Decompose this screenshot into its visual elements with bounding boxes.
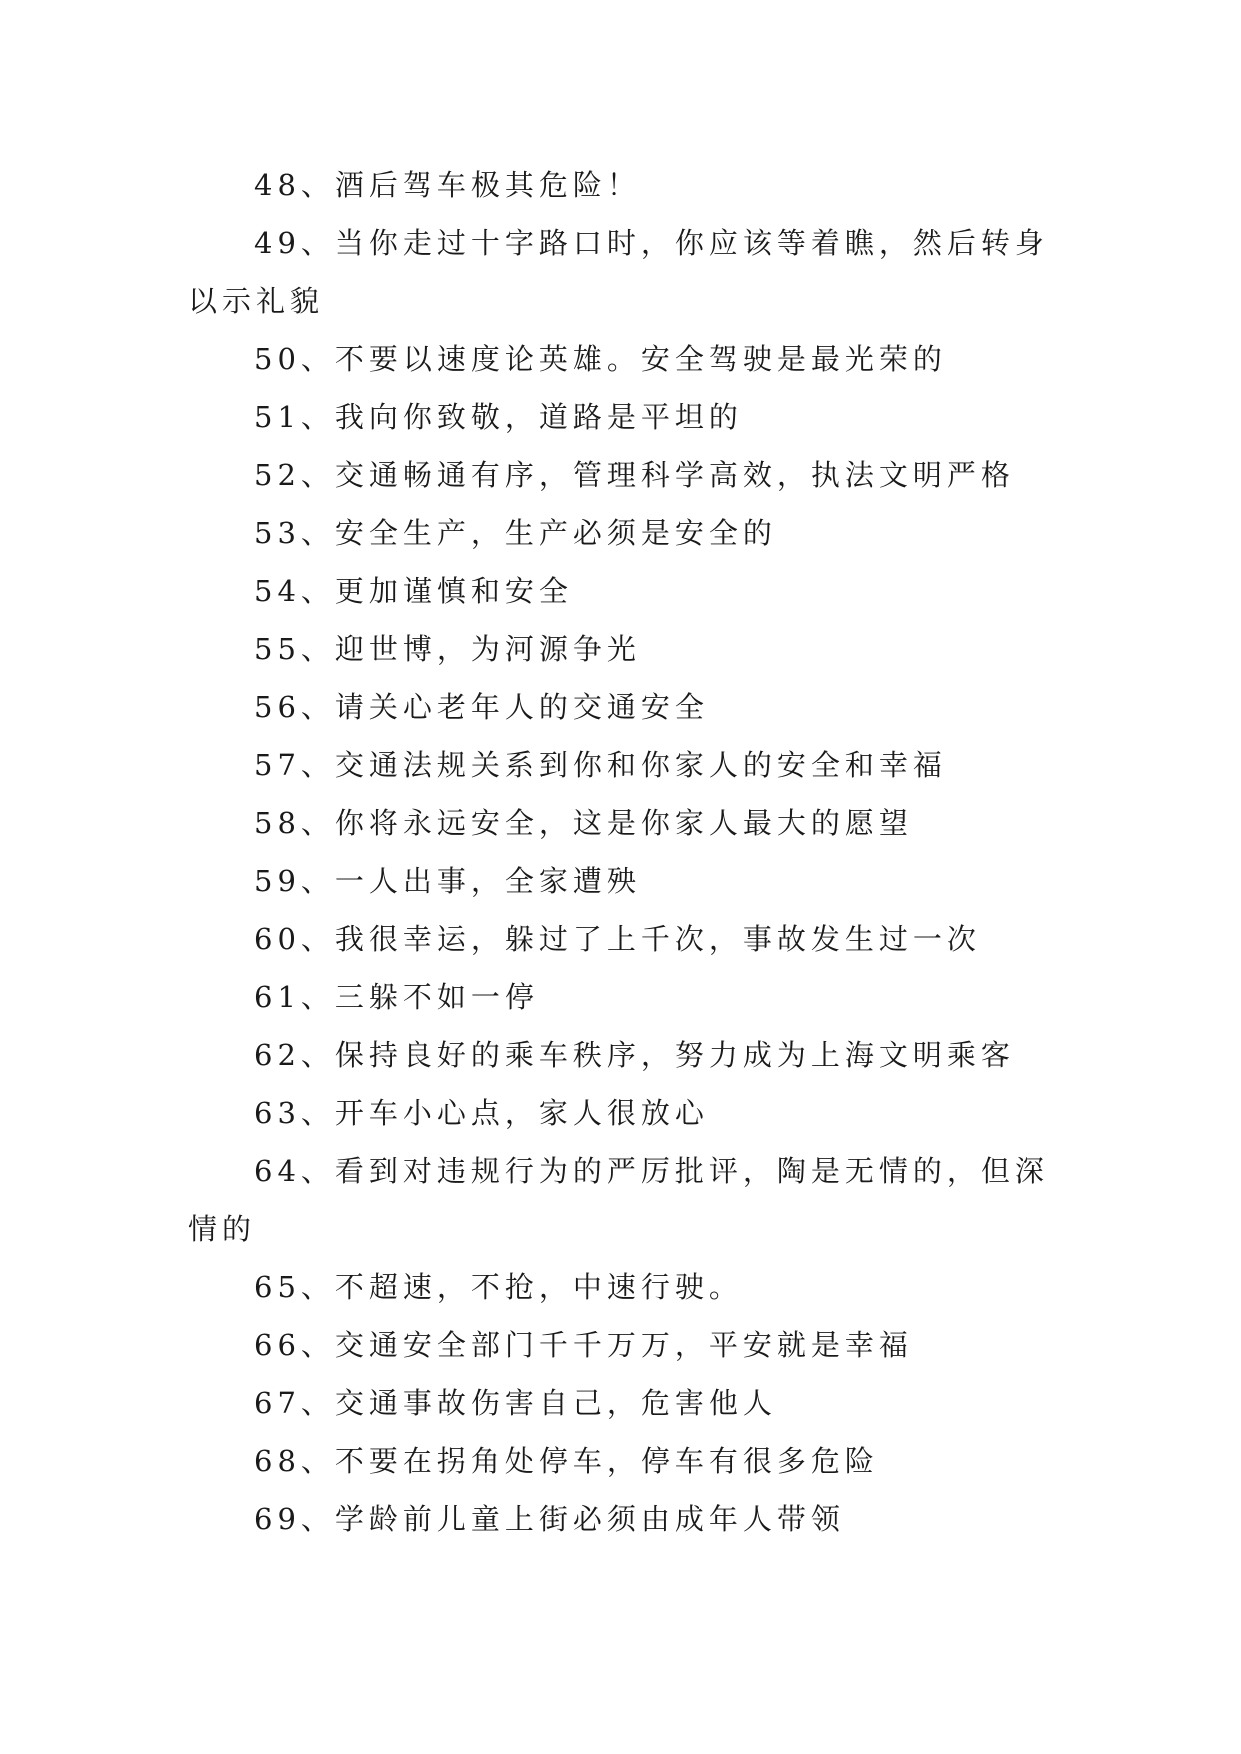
list-item: 62、保持良好的乘车秩序，努力成为上海文明乘客	[254, 1038, 1015, 1072]
list-item: 64、看到对违规行为的严厉批评，陶是无情的，但深情的	[188, 1154, 1049, 1246]
list-item: 61、三躲不如一停	[254, 980, 539, 1014]
list-item: 48、酒后驾车极其危险！	[254, 168, 641, 202]
list-item: 60、我很幸运，躲过了上千次，事故发生过一次	[254, 922, 981, 956]
list-item: 54、更加谨慎和安全	[254, 574, 573, 608]
list-item: 49、当你走过十字路口时，你应该等着瞧，然后转身以示礼貌	[188, 226, 1049, 318]
list-item: 55、迎世博，为河源争光	[254, 632, 641, 666]
list-item: 50、不要以速度论英雄。安全驾驶是最光荣的	[254, 342, 947, 376]
list-item: 58、你将永远安全，这是你家人最大的愿望	[254, 806, 913, 840]
list-item: 53、安全生产，生产必须是安全的	[254, 516, 777, 550]
list-item: 67、交通事故伤害自己，危害他人	[254, 1386, 777, 1420]
list-item: 57、交通法规关系到你和你家人的安全和幸福	[254, 748, 947, 782]
list-item: 52、交通畅通有序，管理科学高效，执法文明严格	[254, 458, 1015, 492]
document-body	[188, 156, 1050, 1548]
list-item: 63、开车小心点，家人很放心	[254, 1096, 709, 1130]
list-item: 65、不超速，不抢，中速行驶。	[254, 1270, 743, 1304]
list-item: 51、我向你致敬，道路是平坦的	[254, 400, 743, 434]
list-item: 68、不要在拐角处停车，停车有很多危险	[254, 1444, 879, 1478]
list-item: 66、交通安全部门千千万万，平安就是幸福	[254, 1328, 913, 1362]
list-item: 69、学龄前儿童上街必须由成年人带领	[254, 1502, 845, 1536]
list-item: 56、请关心老年人的交通安全	[254, 690, 709, 724]
list-item: 59、一人出事，全家遭殃	[254, 864, 641, 898]
